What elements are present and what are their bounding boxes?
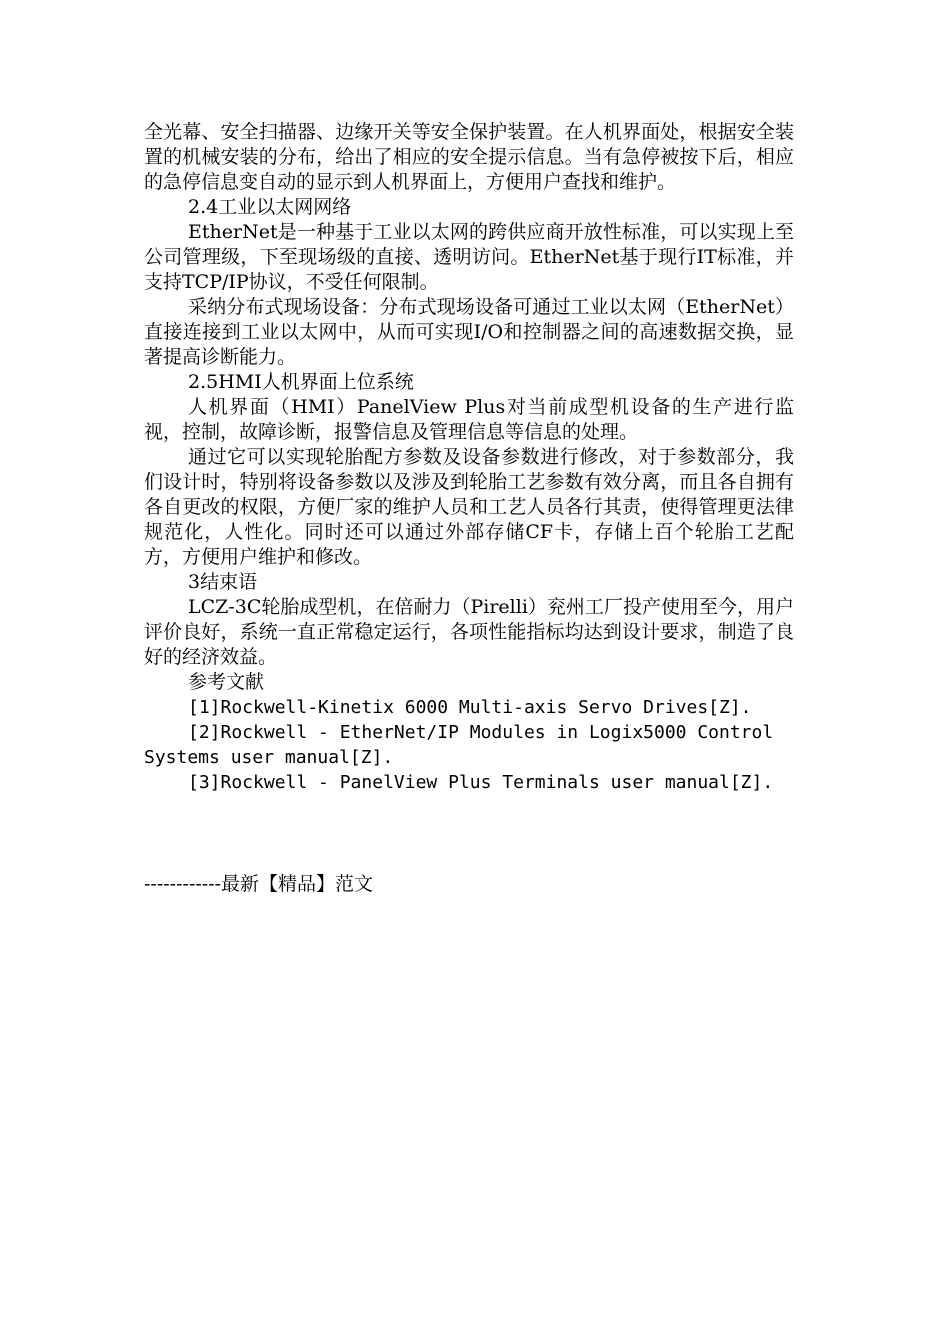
heading-references: 参考文献 — [188, 671, 265, 693]
footer-text: ------------最新【精品】范文 — [144, 873, 374, 895]
reference-item-2: [2]Rockwell - EtherNet/IP Modules in Logix5000 Control Systems user manual[Z]. — [144, 722, 774, 768]
heading-conclusion: 3结束语 — [188, 571, 258, 593]
paragraph-conclusion: LCZ-3C轮胎成型机，在倍耐力（Pirelli）兖州工厂投产使用至今，用户评价良好，系统一直正常稳定运行，各项性能指标均达到设计要求，制造了良好的经济效益。 — [144, 596, 794, 668]
heading-hmi-system: 2.5HMI人机界面上位系统 — [188, 371, 414, 393]
paragraph-distributed-devices: 采纳分布式现场设备：分布式现场设备可通过工业以太网（EtherNet）直接连接到工业以太网中，从而可实现I/O和控制器之间的高速数据交换，显著提高诊断能力。 — [144, 296, 794, 368]
paragraph-hmi-panelview: 人机界面（HMI）PanelView Plus对当前成型机设备的生产进行监视，控制，故障诊断，报警信息及管理信息等信息的处理。 — [144, 396, 794, 443]
heading-industrial-ethernet: 2.4工业以太网网络 — [188, 196, 352, 218]
paragraph-parameter-modification: 通过它可以实现轮胎配方参数及设备参数进行修改，对于参数部分，我们设计时，特别将设备参数以及涉及到轮胎工艺参数有效分离，而且各自拥有各自更改的权限，方便厂家的维护人员和工艺人员各行其责，使得管理更法律规范化，人性化。同时还可以通过外部存储CF卡，存储上百个轮胎工艺配方，方便用户维护和修改。 — [144, 446, 794, 568]
paragraph-ethernet-standard: EtherNet是一种基于工业以太网的跨供应商开放性标准，可以实现上至公司管理级，下至现场级的直接、透明访问。EtherNet基于现行IT标准，并支持TCP/IP协议，不受任何限制。 — [144, 221, 794, 293]
reference-item-1: [1]Rockwell-Kinetix 6000 Multi-axis Servo Drives[Z]. — [188, 697, 752, 718]
reference-item-3: [3]Rockwell - PanelView Plus Terminals user manual[Z]. — [188, 772, 774, 793]
paragraph-safety-devices: 全光幕、安全扫描器、边缘开关等安全保护装置。在人机界面处，根据安全装置的机械安装的分布，给出了相应的安全提示信息。当有急停被按下后，相应的急停信息变自动的显示到人机界面上，方便用户查找和维护。 — [144, 121, 794, 193]
document-body — [144, 120, 794, 795]
